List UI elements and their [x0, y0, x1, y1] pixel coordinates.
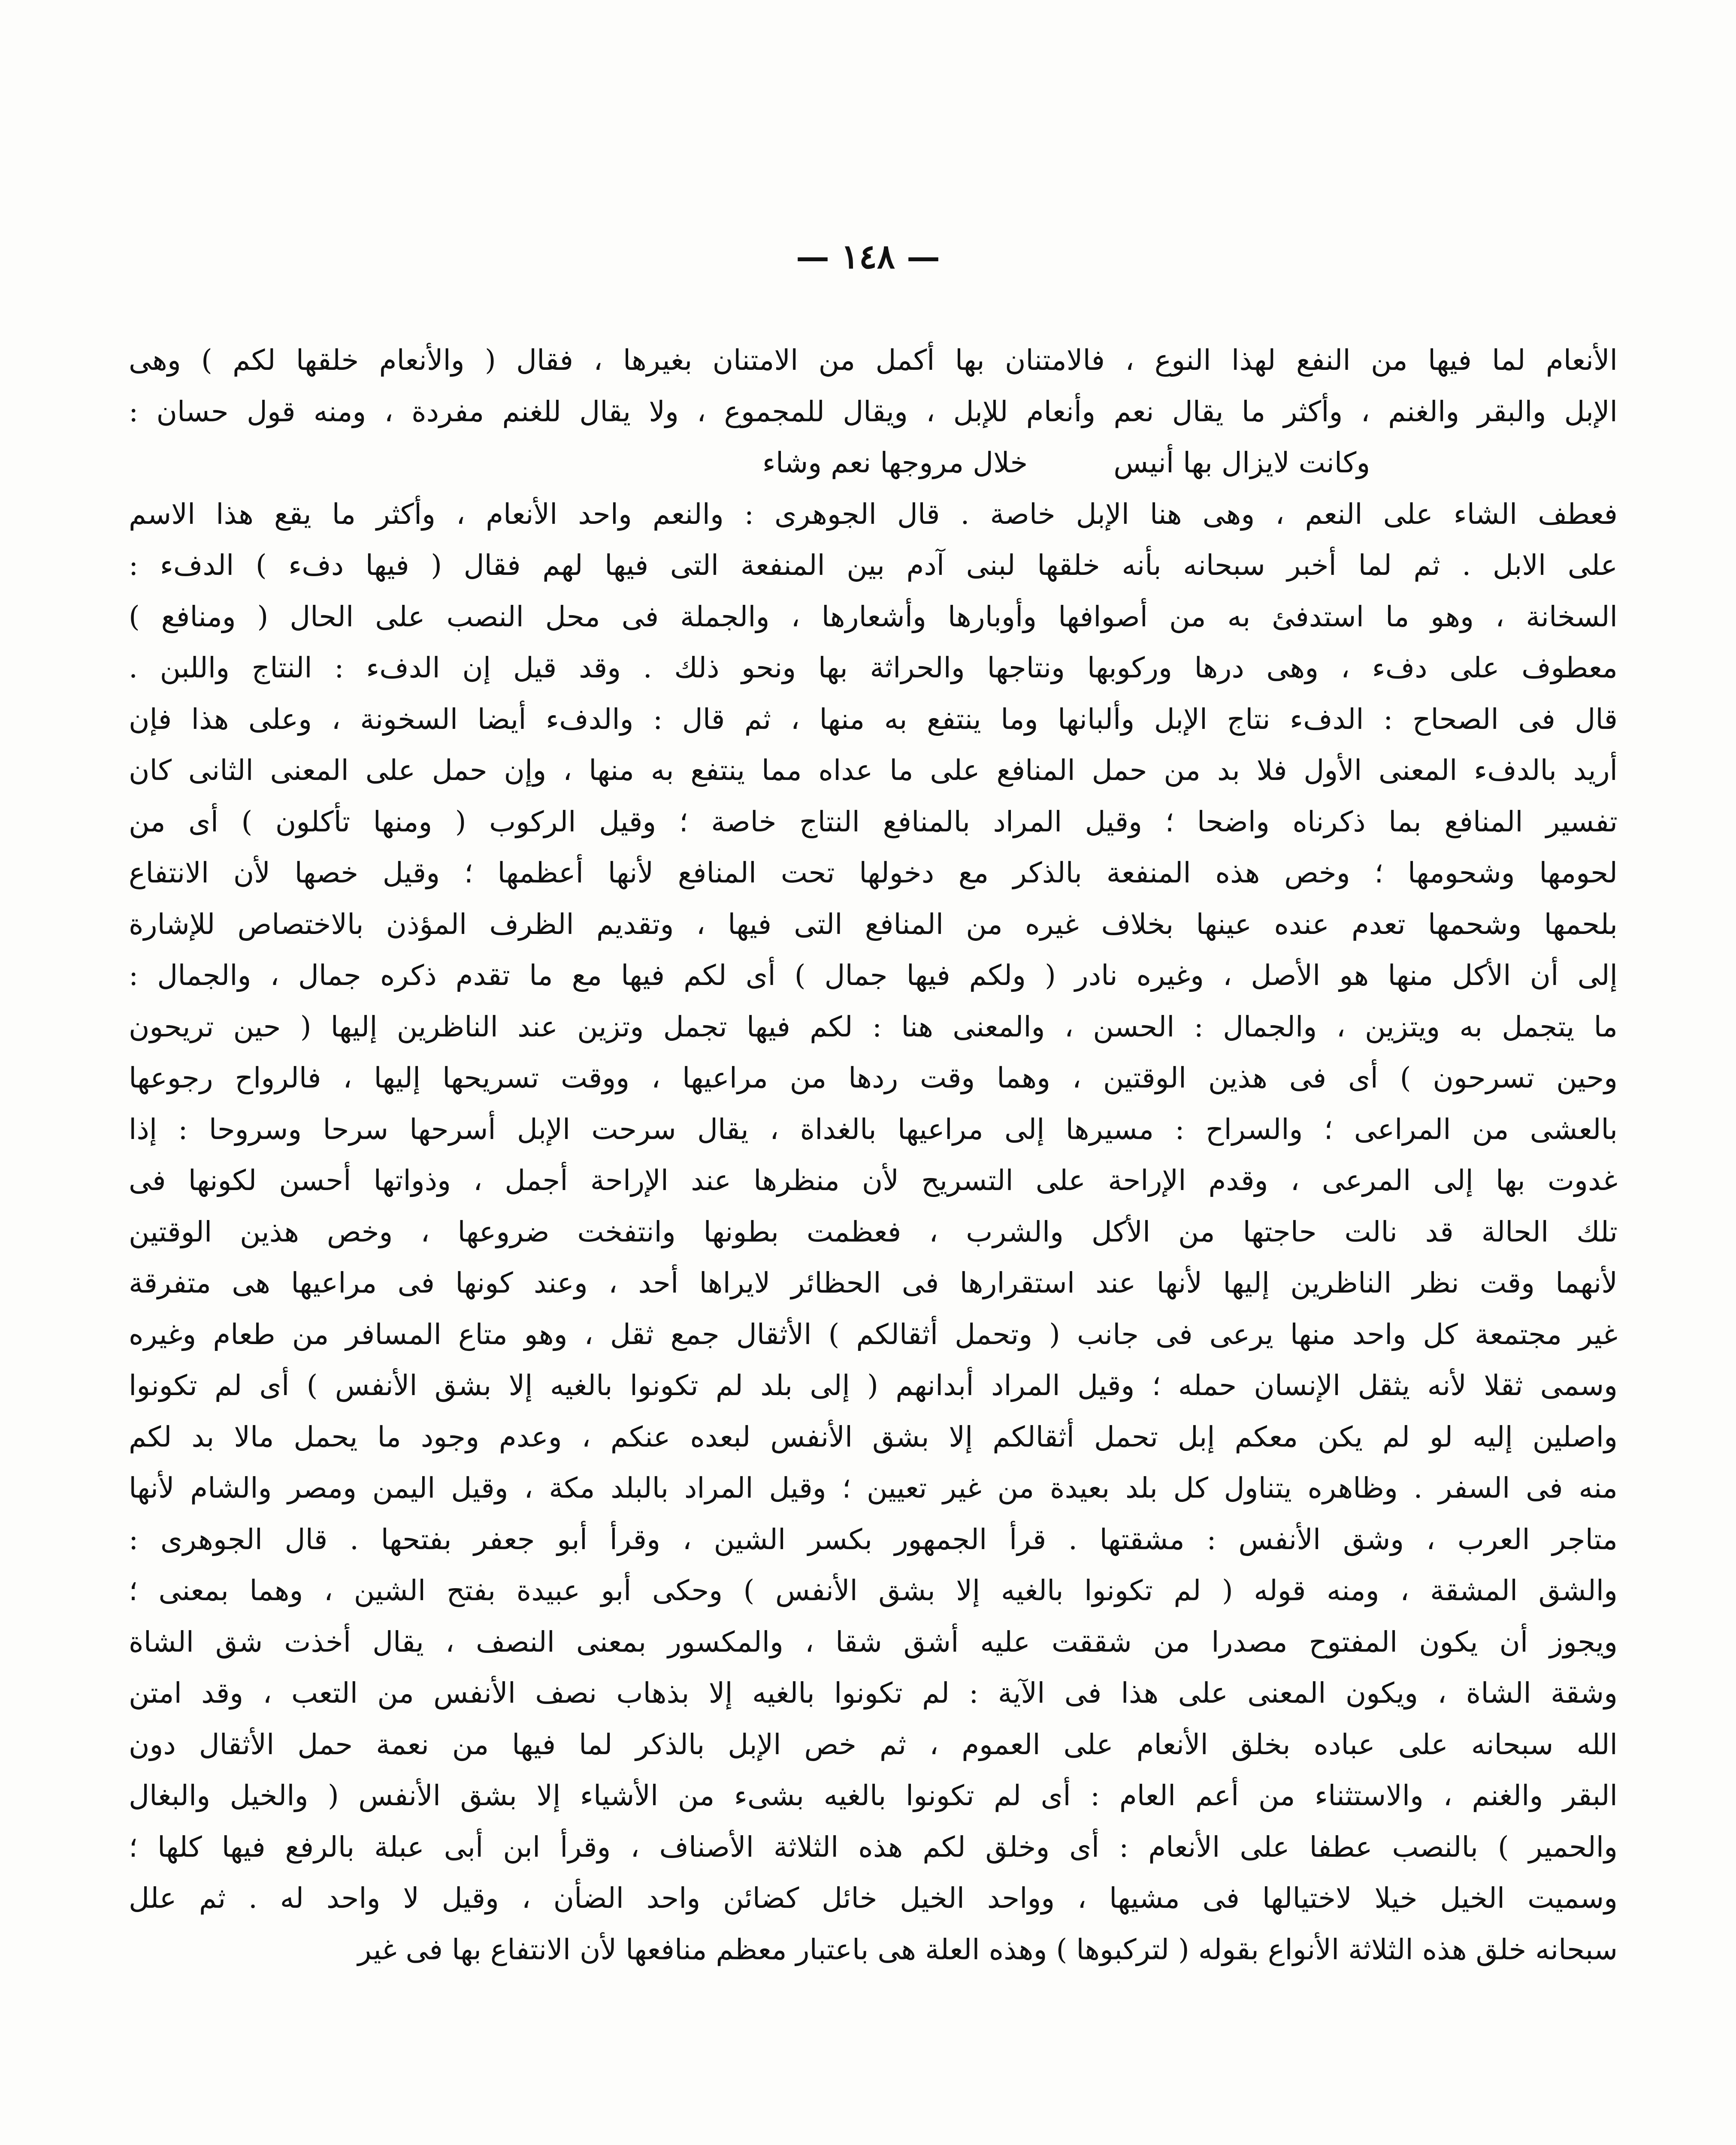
- text-line: الإبل والبقر والغنم ، وأكثر ما يقال نعم وأنعام للإبل ، ويقال للمجموع ، ولا يقال للغنم مفردة ، ومنه قول حسان :: [129, 395, 1618, 428]
- text-line: فعطف الشاء على النعم ، وهى هنا الإبل خاصة . قال الجوهرى : والنعم واحد الأنعام ، وأكثر ما يقع هذا الاسم: [129, 497, 1618, 531]
- text-line: سبحانه خلق هذه الثلاثة الأنواع بقوله ( لتركبوها ) وهذه العلة هى باعتبار معظم منافعها لأن الانتفاع بها فى غير: [357, 1933, 1618, 1966]
- text-line: منه فى السفر . وظاهره يتناول كل بلد بعيدة من غير تعيين ؛ وقيل المراد بالبلد مكة ، وقيل اليمن ومصر والشام لأنها: [129, 1471, 1618, 1505]
- text-line: متاجر العرب ، وشق الأنفس : مشقتها . قرأ الجمهور بكسر الشين ، وقرأ أبو جعفر بفتحها . قال الجوهرى :: [129, 1523, 1618, 1556]
- text-line: لحومها وشحومها ؛ وخص هذه المنفعة بالذكر مع دخولها تحت المنافع لأنها أعظمها ؛ وقيل خصها لأن الانتفاع: [129, 856, 1618, 889]
- text-line: البقر والغنم ، والاستثناء من أعم العام : أى لم تكونوا بالغيه بشىء من الأشياء إلا بشق الأنفس ( والخيل والبغال: [129, 1779, 1618, 1812]
- text-line: بلحمها وشحمها تعدم عنده عينها بخلاف غيره من المنافع التى فيها ، وتقديم الظرف المؤذن بالاختصاص للإشارة: [129, 907, 1618, 941]
- text-line: ما يتجمل به ويتزين ، والجمال : الحسن ، والمعنى هنا : لكم فيها تجمل وتزين عند الناظرين إليها ( حين تريحون: [129, 1010, 1618, 1043]
- page-number: — ١٤٨ —: [796, 237, 940, 276]
- text-line: لأنهما وقت نظر الناظرين إليها لأنها عند استقرارها فى الحظائر لايراها أحد ، وعند كونها فى مراعيها هى متفرقة: [129, 1266, 1618, 1299]
- text-line: بالعشى من المراعى ؛ والسراح : مسيرها إلى مراعيها بالغداة ، يقال سرحت الإبل أسرحها سرحا وسروحا : إذا: [129, 1112, 1618, 1146]
- text-line: والشق المشقة ، ومنه قوله ( لم تكونوا بالغيه إلا بشق الأنفس ) وحكى أبو عبيدة بفتح الشين ، وهما بمعنى ؛: [129, 1574, 1618, 1607]
- poetry-verse: [129, 437, 1618, 489]
- text-line: السخانة ، وهو ما استدفئ به من أصوافها وأوبارها وأشعارها ، والجملة فى محل النصب على الحال ( ومنافع ): [129, 600, 1618, 633]
- text-line: الأنعام لما فيها من النفع لهذا النوع ، فالامتنان بها أكمل من الامتنان بغيرها ، فقال ( والأنعام خلقها لكم ) وهى: [129, 344, 1618, 377]
- text-line: وسميت الخيل خيلا لاختيالها فى مشيها ، وواحد الخيل خائل كضائن واحد الضأن ، وقيل لا واحد له . ثم علل: [129, 1882, 1618, 1915]
- text-line: أريد بالدفء المعنى الأول فلا بد من حمل المنافع على ما عداه مما ينتفع به منها ، وإن حمل على المعنى الثانى كان: [129, 754, 1618, 787]
- text-line: الله سبحانه على عباده بخلق الأنعام على العموم ، ثم خص الإبل بالذكر لما فيها من نعمة حمل الأثقال دون: [129, 1728, 1618, 1761]
- verse-second-hemistich: خلال مروجها نعم وشاء: [762, 446, 1028, 479]
- text-line: ويجوز أن يكون المفتوح مصدرا من شققت عليه أشق شقا ، والمكسور بمعنى النصف ، يقال أخذت شق الشاة: [129, 1625, 1618, 1659]
- text-line: واصلين إليه لو لم يكن معكم إبل تحمل أثقالكم إلا بشق الأنفس لبعده عنكم ، وعدم وجود ما يحمل مالا بد لكم: [129, 1420, 1618, 1453]
- text-line: قال فى الصحاح : الدفء نتاج الإبل وألبانها وما ينتفع به منها ، ثم قال : والدفء أيضا السخونة ، وعلى هذا فإن: [129, 702, 1618, 736]
- text-line: تلك الحالة قد نالت حاجتها من الأكل والشرب ، فعظمت بطونها وانتفخت ضروعها ، وخص هذين الوقتين: [129, 1215, 1618, 1248]
- text-line: غير مجتمعة كل واحد منها يرعى فى جانب ( وتحمل أثقالكم ) الأثقال جمع ثقل ، وهو متاع المسافر من طعام وغيره: [129, 1317, 1618, 1351]
- text-line: غدوت بها إلى المرعى ، وقدم الإراحة على التسريح لأن منظرها عند الإراحة أجمل ، وذواتها أحسن لكونها فى: [129, 1164, 1618, 1197]
- text-line: تفسير المنافع بما ذكرناه واضحا ؛ وقيل المراد بالمنافع النتاج خاصة ؛ وقيل الركوب ( ومنها تأكلون ) أى من: [129, 805, 1618, 838]
- verse-first-hemistich: وكانت لايزال بها أنيس: [1113, 446, 1370, 479]
- text-line: والحمير ) بالنصب عطفا على الأنعام : أى وخلق لكم هذه الثلاثة الأصناف ، وقرأ ابن أبى عبلة بالرفع فيها كلها ؛: [129, 1830, 1618, 1864]
- text-line: إلى أن الأكل منها هو الأصل ، وغيره نادر ( ولكم فيها جمال ) أى لكم فيها مع ما تقدم ذكره جمال ، والجمال :: [129, 959, 1618, 992]
- text-line: وشقة الشاة ، ويكون المعنى على هذا فى الآية : لم تكونوا بالغيه إلا بذهاب نصف الأنفس من التعب ، وقد امتن: [129, 1677, 1618, 1710]
- text-line: على الابل . ثم لما أخبر سبحانه بأنه خلقها لبنى آدم بين المنفعة التى فيها لهم فقال ( فيها دفء ) الدفء :: [129, 549, 1618, 582]
- body-text: [129, 335, 1618, 1975]
- text-line: معطوف على دفء ، وهى درها وركوبها ونتاجها والحراثة بها ونحو ذلك . وقد قيل إن الدفء : النتاج واللبن .: [129, 651, 1618, 684]
- text-line: وسمى ثقلا لأنه يثقل الإنسان حمله ؛ وقيل المراد أبدانهم ( إلى بلد لم تكونوا بالغيه إلا بشق الأنفس ) أى لم تكونوا: [129, 1369, 1618, 1402]
- text-line: وحين تسرحون ) أى فى هذين الوقتين ، وهما وقت ردها من مراعيها ، ووقت تسريحها إليها ، فالرواح رجوعها: [129, 1061, 1618, 1094]
